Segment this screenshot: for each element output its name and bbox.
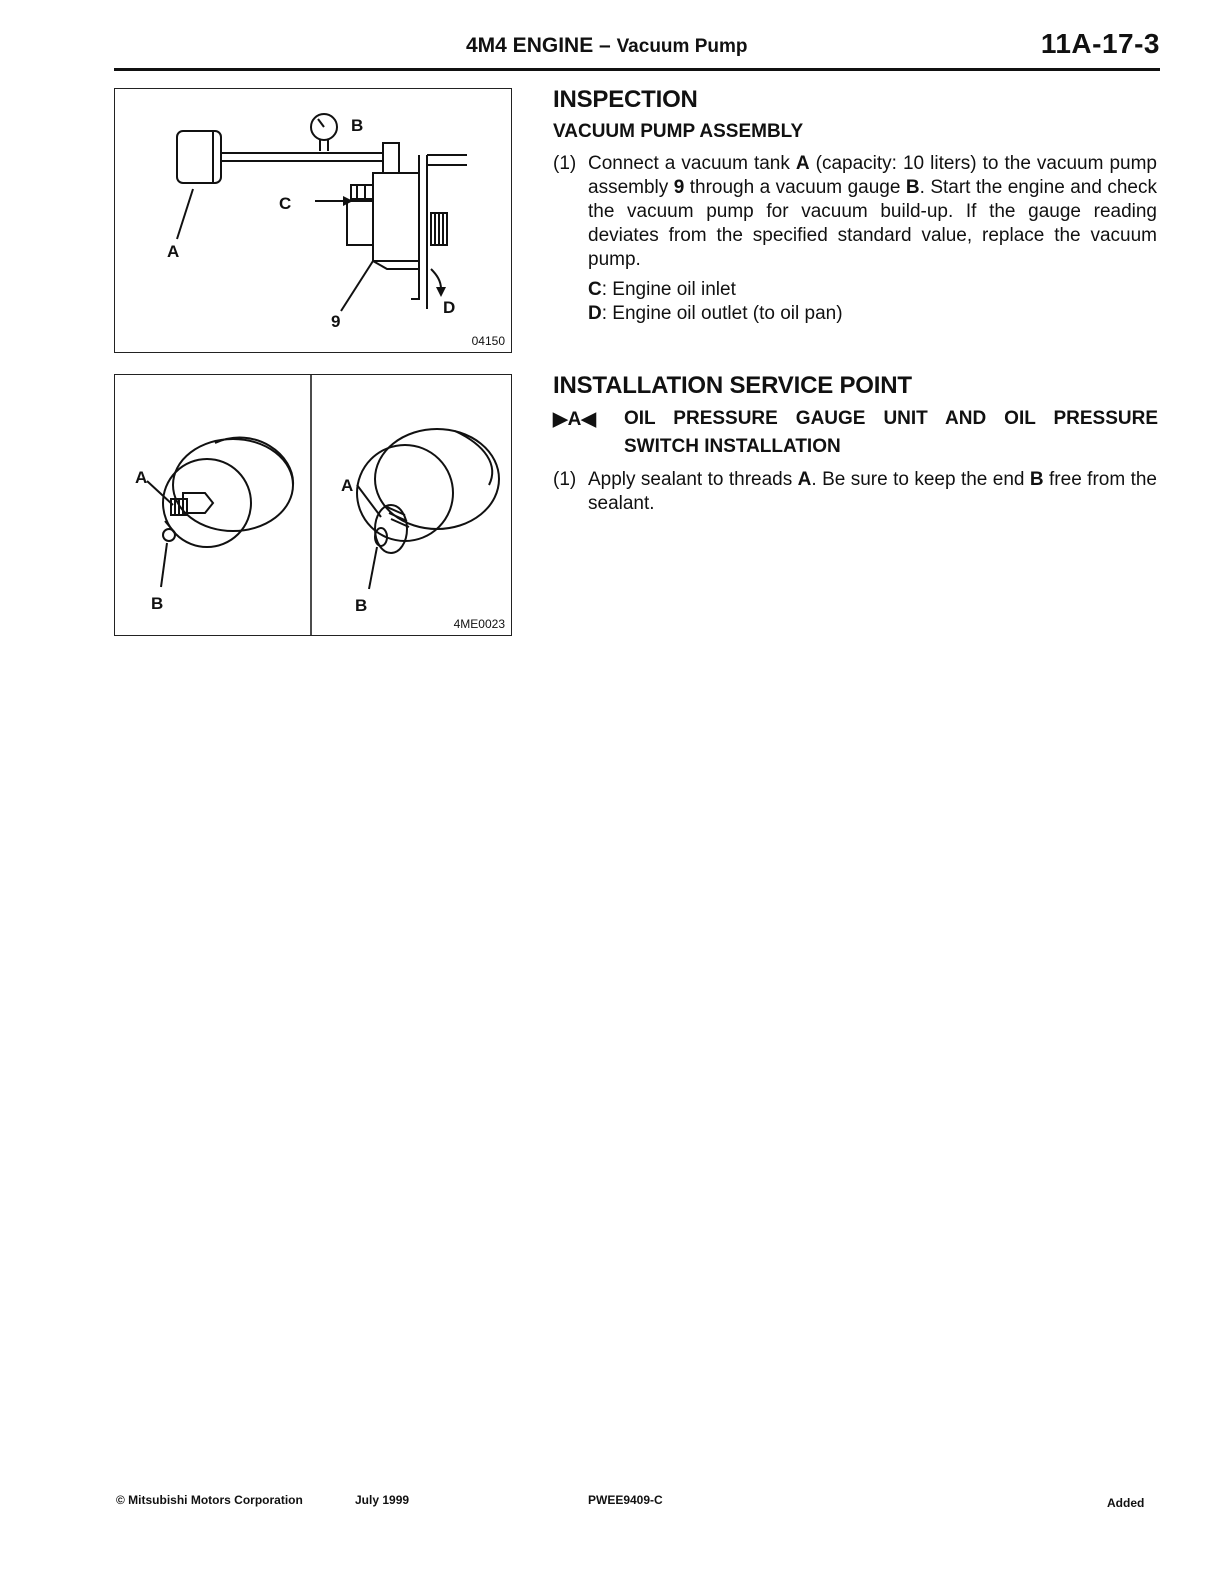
inspection-legend [588, 278, 843, 326]
vacuum-tank-shape [177, 131, 221, 183]
installation-subheading-line1: OIL PRESSURE GAUGE UNIT AND OIL PRESSURE [624, 408, 1158, 429]
header-rule [114, 68, 1160, 71]
figure-code: 4ME0023 [453, 617, 505, 631]
legend-item [588, 302, 843, 326]
footer-doc-code: PWEE9409-C [588, 1493, 663, 1507]
legend-text: : Engine oil inlet [601, 279, 736, 300]
label-b-left: B [151, 594, 164, 613]
step-text: (capacity: 10 liters) to the vacuum pump assembly [588, 153, 1158, 198]
step-number: (1) [553, 469, 577, 490]
installation-marker: ▶A◀ [553, 409, 596, 430]
step-key: 9 [673, 177, 685, 198]
label-b: B [351, 116, 364, 135]
vacuum-pump-figure [114, 88, 512, 353]
footer-copyright: © Mitsubishi Motors Corporation [116, 1493, 303, 1507]
installation-subheading-line2: SWITCH INSTALLATION [624, 436, 841, 457]
label-c: C [279, 194, 292, 213]
step-text: free from the sealant. [588, 469, 1157, 514]
label-9: 9 [331, 312, 341, 331]
step-key: A [797, 469, 812, 490]
oil-pressure-switch-figure [114, 374, 512, 636]
step-key: B [1029, 469, 1044, 490]
installation-heading: INSTALLATION SERVICE POINT [553, 372, 912, 399]
step-text: Apply sealant to threads [588, 469, 798, 490]
label-b-right: B [355, 596, 368, 615]
inspection-step [553, 152, 1157, 272]
label-a-left: A [135, 468, 148, 487]
label-a: A [167, 242, 180, 261]
step-text: through a vacuum gauge [684, 177, 906, 198]
installation-step [553, 468, 1157, 516]
footer-status: Added [1107, 1496, 1145, 1510]
pressure-switch-shape [357, 429, 499, 589]
legend-text: : Engine oil outlet (to oil pan) [601, 303, 843, 324]
title-sub: Vacuum Pump [616, 36, 748, 57]
inspection-subheading: VACUUM PUMP ASSEMBLY [553, 121, 804, 142]
step-number: (1) [553, 153, 577, 174]
label-d: D [443, 298, 456, 317]
page-title [466, 34, 747, 58]
legend-item [588, 278, 843, 302]
step-key: A [795, 153, 810, 174]
figure-code: 04150 [471, 334, 505, 348]
legend-key: C [588, 279, 602, 300]
step-key: B [905, 177, 920, 198]
footer-date: July 1999 [355, 1493, 410, 1507]
step-text: . Start the engine and check the vacuum pump for vacuum build-up. If the gauge reading deviates from the specified standard value, replace the vacuum pump. [588, 177, 1158, 270]
gauge-unit-shape [147, 438, 293, 587]
label-a-right: A [341, 476, 354, 495]
step-text: . Be sure to keep the end [811, 469, 1030, 490]
title-main: 4M4 ENGINE – [466, 34, 611, 57]
page-number: 11A-17-3 [1040, 28, 1160, 59]
inspection-heading: INSPECTION [553, 86, 698, 113]
vacuum-pump-shape [373, 173, 419, 261]
step-text: Connect a vacuum tank [588, 153, 796, 174]
legend-key: D [588, 303, 602, 324]
